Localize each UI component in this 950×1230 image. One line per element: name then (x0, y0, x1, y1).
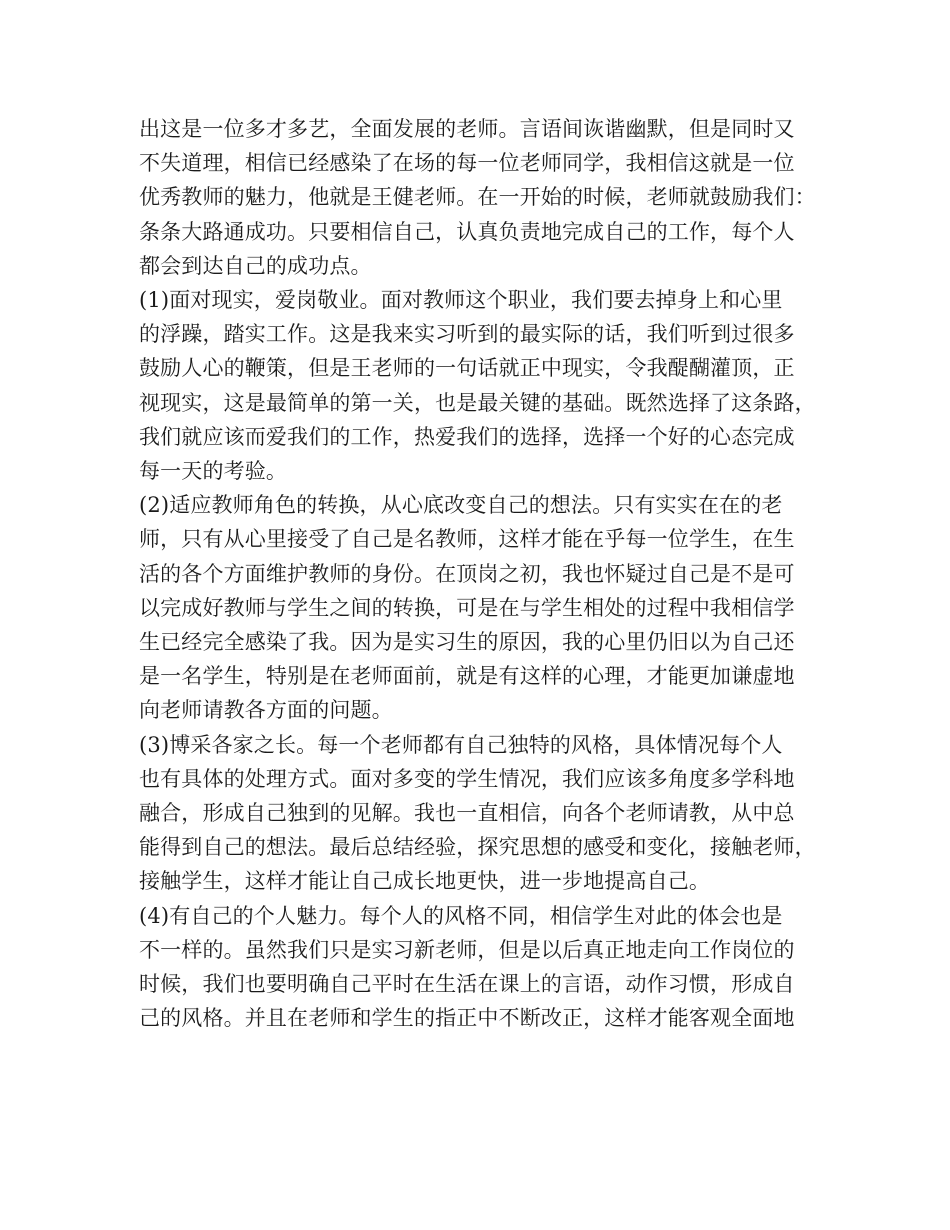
text-line: 能得到自己的想法。最后总结经验，探究思想的感受和变化，接触老师， (139, 835, 816, 860)
paragraph-point-1 (139, 283, 819, 488)
text-line: 是一名学生，特别是在老师面前，就是有这样的心理，才能更加谦虚地 (139, 664, 795, 689)
text-line: (4)有自己的个人魅力。每个人的风格不同，相信学生对此的体会也是 (139, 903, 783, 928)
text-line: (2)适应教师角色的转换，从心底改变自己的想法。只有实实在在的老 (139, 493, 783, 518)
text-line: 不一样的。虽然我们只是实习新老师，但是以后真正地走向工作岗位的 (139, 937, 795, 962)
text-line: 都会到达自己的成功点。 (139, 253, 372, 278)
text-line: (3)博采各家之长。每一个老师都有自己独特的风格，具体情况每个人 (139, 732, 783, 757)
paragraph-point-3 (139, 728, 819, 899)
text-line: 出这是一位多才多艺，全面发展的老师。言语间诙谐幽默，但是同时又 (139, 117, 795, 141)
text-line: 不失道理，相信已经感染了在场的每一位老师同学，我相信这就是一位 (139, 151, 795, 176)
text-line: 己的风格。并且在老师和学生的指正中不断改正，这样才能客观全面地 (139, 1006, 795, 1031)
text-line: 时候，我们也要明确自己平时在生活在课上的言语，动作习惯，形成自 (139, 972, 795, 997)
text-line: 鼓励人心的鞭策，但是王老师的一句话就正中现实，令我醍醐灌顶，正 (139, 356, 795, 381)
text-line: 活的各个方面维护教师的身份。在顶岗之初，我也怀疑过自己是不是可 (139, 561, 795, 586)
text-line: 条条大路通成功。只要相信自己，认真负责地完成自己的工作，每个人 (139, 219, 795, 244)
document-body (139, 112, 819, 1035)
text-line: 每一天的考验。 (139, 459, 288, 484)
text-line: 我们就应该而爱我们的工作，热爱我们的选择，选择一个好的心态完成 (139, 424, 795, 449)
text-line: 的浮躁，踏实工作。这是我来实习听到的最实际的话，我们听到过很多 (139, 322, 795, 347)
text-line: 生已经完全感染了我。因为是实习生的原因，我的心里仍旧以为自己还 (139, 630, 795, 655)
paragraph-point-2 (139, 488, 819, 727)
paragraph-intro (139, 112, 819, 283)
text-line: 融合，形成自己独到的见解。我也一直相信，向各个老师请教，从中总 (139, 801, 795, 826)
text-line: 向老师请教各方面的问题。 (139, 698, 393, 723)
text-line: 以完成好教师与学生之间的转换，可是在与学生相处的过程中我相信学 (139, 595, 795, 620)
paragraph-point-4 (139, 899, 819, 1036)
text-line: 优秀教师的魅力，他就是王健老师。在一开始的时候，老师就鼓励我们： (139, 185, 816, 210)
text-line: (1)面对现实，爱岗敬业。面对教师这个职业，我们要去掉身上和心里 (139, 288, 783, 313)
text-line: 也有具体的处理方式。面对多变的学生情况，我们应该多角度多学科地 (139, 766, 795, 791)
text-line: 接触学生，这样才能让自己成长地更快，进一步地提高自己。 (139, 869, 711, 894)
text-line: 视现实，这是最简单的第一关，也是最关键的基础。既然选择了这条路， (139, 390, 816, 415)
text-line: 师，只有从心里接受了自己是名教师，这样才能在乎每一位学生，在生 (139, 527, 795, 552)
